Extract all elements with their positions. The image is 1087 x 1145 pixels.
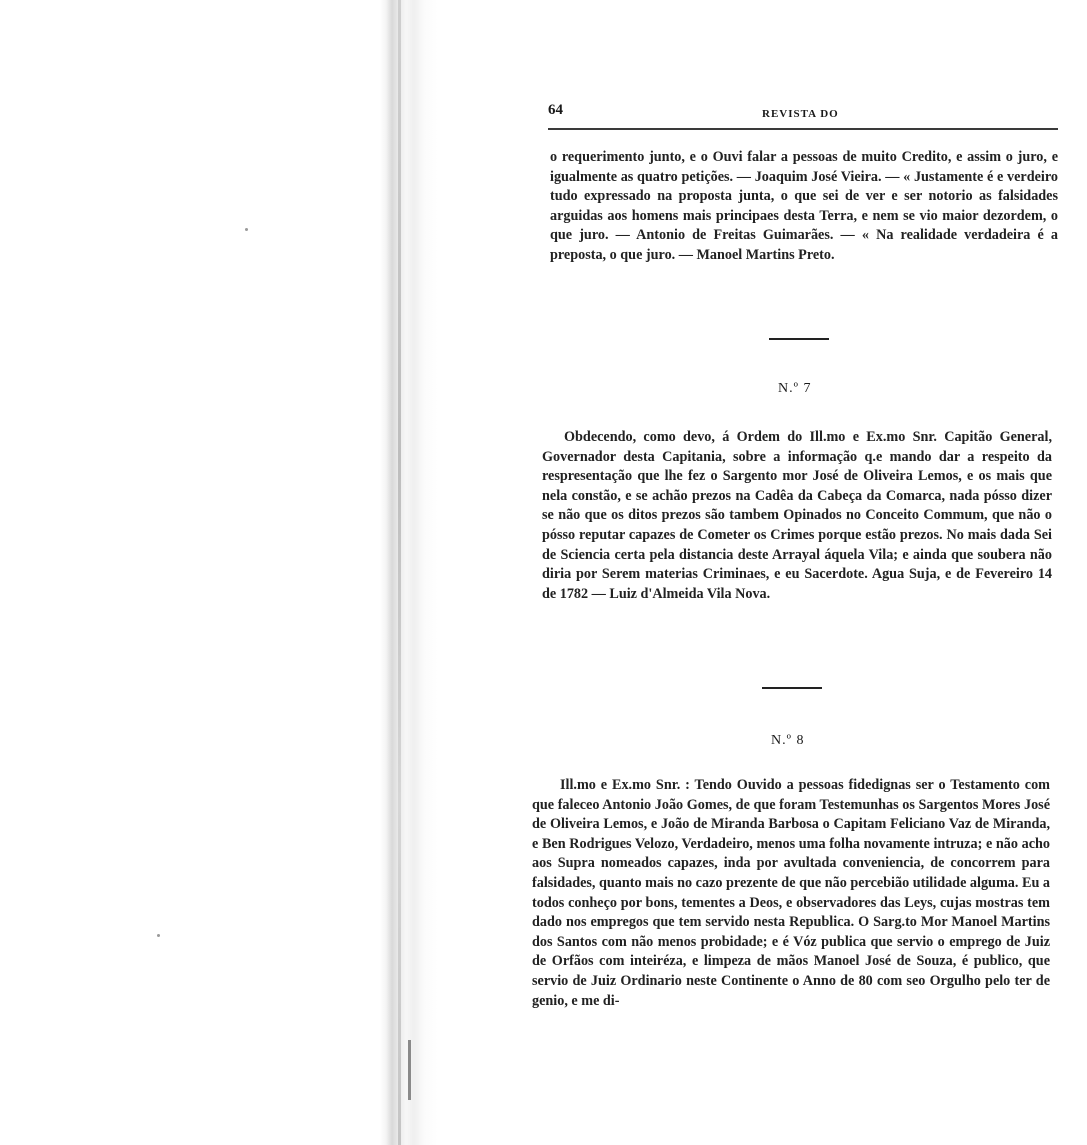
section-divider bbox=[769, 338, 829, 340]
document-page bbox=[532, 96, 1060, 1009]
section-divider bbox=[762, 687, 822, 689]
scan-speck bbox=[245, 228, 248, 231]
section-heading-7: N.º 7 bbox=[778, 381, 812, 396]
journal-title: REVISTA DO bbox=[762, 108, 839, 120]
header-rule bbox=[548, 128, 1058, 130]
book-gutter-shadow bbox=[380, 0, 438, 1145]
scan-artifact-mark bbox=[408, 1040, 411, 1100]
paragraph-section-7: Obdecendo, como devo, á Ordem do Ill.mo e Ex.mo Snr. Capitão General, Governador desta Capitania, sobre a informação q.e mando dar a respeito da respresentação que lhe fez o Sargento mor José de Oliveira Lemos, e os mais que nela constão, e se achão prezos na Cadêa da Cabeça da Comarca, nada pósso dizer se não que os ditos prezos são tambem Opinados no Conceito Commum, que não o pósso reputar capazes de Cometer os Crimes porque estão prezos. No mais dada Sei de Sciencia certa pela distancia deste Arrayal áquela Vila; e ainda que soubera não diria por Serem materias Criminaes, e eu Sacerdote. Agua Suja, e de Fevereiro 14 de 1782 — Luiz d'Almeida Vila Nova. bbox=[542, 429, 1052, 602]
paragraph-continuation: o requerimento junto, e o Ouvi falar a pessoas de muito Credito, e assim o juro, e igualmente as quatro petições. — Joaquim José Vieira. — « Justamente é e verdeiro tudo expressado na proposta junta, o que sei de ver e ser notorio as falsidades arguidas aos homens mais principaes desta Terra, e nem se vio maior dezordem, o que juro. — Antonio de Freitas Guimarães. — « Na realidade verdadeira é a preposta, o que juro. — Manoel Martins Preto. bbox=[550, 149, 1058, 263]
book-fold-line bbox=[398, 0, 401, 1145]
section-heading-8: N.º 8 bbox=[771, 733, 805, 748]
page-number: 64 bbox=[548, 102, 563, 118]
running-head bbox=[540, 96, 1060, 122]
scan-speck bbox=[157, 934, 160, 937]
paragraph-section-8: Ill.mo e Ex.mo Snr. : Tendo Ouvido a pessoas fidedignas ser o Testamento com que faleceo Antonio João Gomes, de que foram Testemunhas os Sargentos Mores José de Oliveira Lemos, e João de Miranda Barbosa o Capitam Feliciano Vaz de Miranda, e Ben Rodrigues Velozo, Verdadeiro, menos uma folha novamente intruza; e não acho aos Supra nomeados capazes, inda por avultada conveniencia, de concorrem para falsidades, quanto mais no cazo prezente de que não percebião utilidade alguma. Eu a todos conheço por bons, tementes a Deos, e observadores das Leys, cujas mostras tem dado nos empregos que tem servido nesta Republica. O Sarg.to Mor Manoel Martins dos Santos com não menos probidade; e é Vóz publica que servio o emprego de Juiz de Orfãos com inteiréza, e limpeza de mãos Manoel José de Souza, é publico, que servio de Juiz Ordinario neste Continente o Anno de 80 com seo Orgulho pelo ter de genio, e me di- bbox=[532, 777, 1050, 1009]
